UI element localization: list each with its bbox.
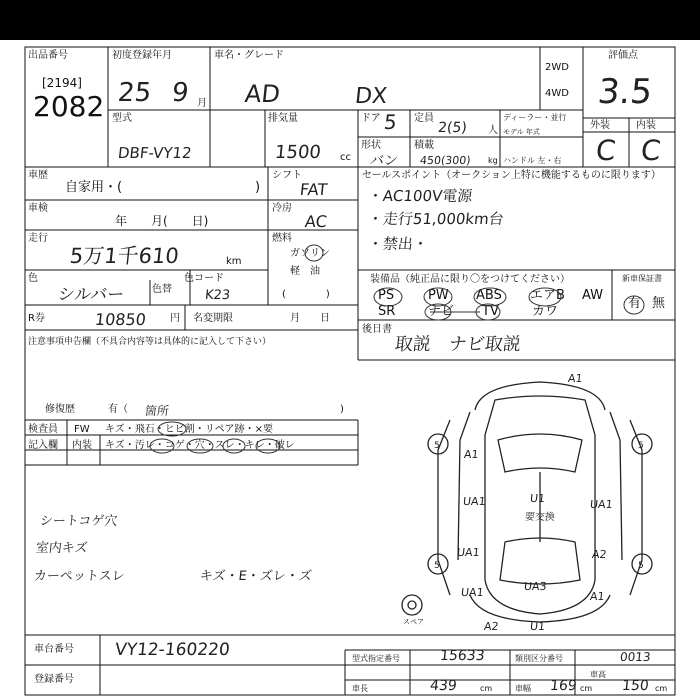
- exterior-label: 外装: [590, 120, 610, 131]
- mark-u1-rear: U1: [529, 620, 546, 633]
- warranty-no: 無: [652, 296, 666, 311]
- warranty-yes: 有: [628, 296, 642, 311]
- mark-ua1-right: UA1: [589, 498, 614, 511]
- mark-ua3: UA3: [523, 580, 548, 593]
- shape-value: バン: [369, 153, 399, 169]
- svg-text:5: 5: [434, 441, 440, 451]
- note-2: 室内キズ: [35, 541, 89, 556]
- model-num-label: 型式指定番号: [352, 654, 400, 663]
- repair-close: ): [340, 404, 344, 415]
- first-reg-month: 9: [170, 78, 191, 108]
- name-change-unit: 月 日: [290, 313, 330, 324]
- interior-grade: C: [639, 134, 663, 167]
- chassis-value: VY12-160220: [113, 640, 231, 660]
- car-name-label: 車名・グレード: [214, 50, 284, 61]
- note-3: カーペットスレ: [33, 569, 126, 584]
- load-value: 450(300): [419, 154, 472, 167]
- first-reg-year: 25: [116, 78, 153, 108]
- mark-ua1-rear-left: UA1: [456, 546, 481, 559]
- mark-a1-rear: A1: [589, 590, 606, 603]
- capacity-value: 2(5): [437, 120, 468, 136]
- ac-label: 冷房: [272, 203, 292, 214]
- class-num-label: 類別区分番号: [515, 654, 563, 663]
- svg-text:5: 5: [638, 441, 644, 451]
- capacity-unit: 人: [488, 125, 498, 136]
- inspector-row2: キズ・汚レ・コゲ・穴・スレ・キレ・破レ: [105, 440, 295, 451]
- auction-sheet: [0, 40, 700, 700]
- handle-label: ハンドル 左・右: [503, 156, 562, 165]
- note-4: キズ・E・ズレ・ズ: [199, 569, 313, 584]
- color-code-value: K23: [204, 288, 231, 303]
- model-num-value: 15633: [439, 648, 486, 664]
- warranty-label: 新車保証書: [622, 274, 662, 283]
- score-value: 3.5: [595, 72, 655, 112]
- type-value: DBF-VY12: [117, 144, 193, 162]
- inspector-label: 検査員: [28, 424, 58, 435]
- sales-label: セールスポイント（オークション上特に機能するものに限ります）: [362, 170, 661, 181]
- drive-4wd: 4WD: [545, 88, 569, 99]
- equip-sr: SR: [378, 304, 396, 319]
- capacity-label: 定員: [414, 113, 434, 124]
- color-label: 色: [28, 273, 38, 284]
- mark-a2-rear: A2: [483, 620, 500, 633]
- equip-leather: カワ: [532, 304, 559, 319]
- mileage-unit: km: [226, 256, 242, 267]
- width-unit: cm: [580, 684, 593, 693]
- length-value: 439: [429, 678, 458, 694]
- equip-aw: AW: [582, 288, 604, 303]
- equip-ps: PS: [378, 288, 395, 303]
- equipment-label: 装備品（純正品に限り〇をつけてください）: [370, 274, 570, 285]
- displacement-unit: cc: [340, 152, 351, 163]
- drive-2wd: 2WD: [545, 62, 569, 73]
- width-label: 車幅: [515, 684, 531, 693]
- spare-label: スペア: [403, 618, 424, 626]
- chassis-label: 車台番号: [34, 644, 74, 655]
- mark-a1-top: A1: [567, 372, 584, 385]
- model-year-label: モデル 年式: [503, 128, 540, 136]
- shift-label: シフト: [272, 170, 302, 181]
- doors-label: ドア: [361, 113, 381, 124]
- notes-label: 注意事項申告欄（不具合内容等は具体的に記入して下さい）: [28, 337, 272, 347]
- fuel-diesel: 軽 油: [290, 266, 320, 277]
- mark-exchange: 要交換: [524, 512, 556, 523]
- mark-ua1-left: UA1: [462, 495, 487, 508]
- height-unit: cm: [655, 684, 668, 693]
- repair-label: 修復歴: [45, 404, 75, 415]
- fuel-gas: ガソリン: [290, 248, 330, 259]
- inspector-row1: キズ・飛石・ヒビ割・リペア跡・×要: [105, 424, 273, 435]
- shift-value: FAT: [299, 180, 329, 199]
- displacement-label: 排気量: [268, 113, 298, 124]
- mark-ua1-rear: UA1: [460, 586, 485, 599]
- fuel-paren: ( ): [282, 289, 330, 300]
- height-value: 150: [621, 678, 650, 694]
- repair-value: 有（: [108, 404, 128, 415]
- mark-a1-left: A1: [463, 448, 480, 461]
- height-label: 車高: [590, 670, 606, 679]
- sales-line-2: ・走行51,000km台: [367, 210, 505, 228]
- width-value: 169: [549, 678, 578, 694]
- score-label: 評価点: [608, 50, 638, 61]
- grade: DX: [353, 84, 389, 109]
- load-unit: kg: [488, 156, 498, 165]
- inspection-label: 車検: [28, 203, 48, 214]
- load-label: 積載: [414, 140, 434, 151]
- length-unit: cm: [480, 684, 493, 693]
- doors-value: 5: [382, 110, 398, 134]
- car-name: AD: [243, 80, 282, 108]
- color-code-label: 色コード: [184, 273, 224, 284]
- after-docs-value: 取説 ナビ取説: [393, 334, 522, 355]
- displacement-value: 1500: [273, 142, 322, 163]
- history-label: 車歴: [28, 170, 48, 181]
- inspector-fw: FW: [74, 424, 90, 435]
- mileage-label: 走行: [28, 233, 48, 244]
- history-close: ): [255, 180, 261, 195]
- after-docs-label: 後日書: [362, 324, 392, 335]
- interior-label: 内装: [636, 120, 656, 131]
- history-value: 自家用・(: [65, 180, 123, 195]
- equip-navi: ナビ: [428, 304, 455, 319]
- recycle-unit: 円: [170, 313, 180, 324]
- svg-text:5: 5: [434, 561, 440, 571]
- first-reg-month-unit: 月: [197, 98, 207, 109]
- color-value: シルバー: [56, 285, 126, 305]
- plate-label: 登録番号: [34, 674, 74, 685]
- inspection-value: 年 月( 日): [115, 214, 209, 228]
- note-1: シートコゲ穴: [39, 514, 119, 529]
- mark-u1-center: U1: [529, 492, 546, 505]
- lot-number: 2082: [33, 90, 105, 123]
- name-change-label: 名変期限: [193, 313, 233, 324]
- dealer-label: ディーラー・並行: [503, 113, 567, 122]
- mark-a2-right: A2: [591, 548, 608, 561]
- svg-text:5: 5: [638, 561, 644, 571]
- class-num-value: 0013: [619, 650, 652, 664]
- ac-value: AC: [304, 212, 328, 231]
- type-label: 型式: [112, 113, 132, 124]
- equip-airbag: エアB: [530, 288, 565, 303]
- recycle-label: R券: [28, 313, 45, 324]
- first-reg-label: 初度登録年月: [112, 50, 172, 61]
- repair-handwritten: 箇所: [144, 404, 170, 418]
- entry-label: 記入欄: [28, 440, 58, 451]
- shape-label: 形状: [361, 140, 381, 151]
- lot-label: 出品番号: [28, 50, 68, 61]
- equip-pw: PW: [428, 288, 449, 303]
- fuel-label: 燃料: [272, 233, 292, 244]
- sales-line-3: ・禁出・: [367, 235, 429, 253]
- exterior-grade: C: [594, 134, 618, 167]
- sales-line-1: ・AC100V電源: [367, 187, 474, 205]
- mileage-value: 5万1千610: [68, 244, 180, 268]
- equip-abs: ABS: [476, 288, 502, 303]
- lot-small: [2194]: [42, 76, 82, 90]
- recycle-value: 10850: [94, 310, 147, 329]
- inspector-interior: 内装: [72, 440, 92, 451]
- equip-tv: TV: [482, 304, 499, 319]
- original-color-label: 色替: [152, 284, 172, 295]
- length-label: 車長: [352, 684, 368, 693]
